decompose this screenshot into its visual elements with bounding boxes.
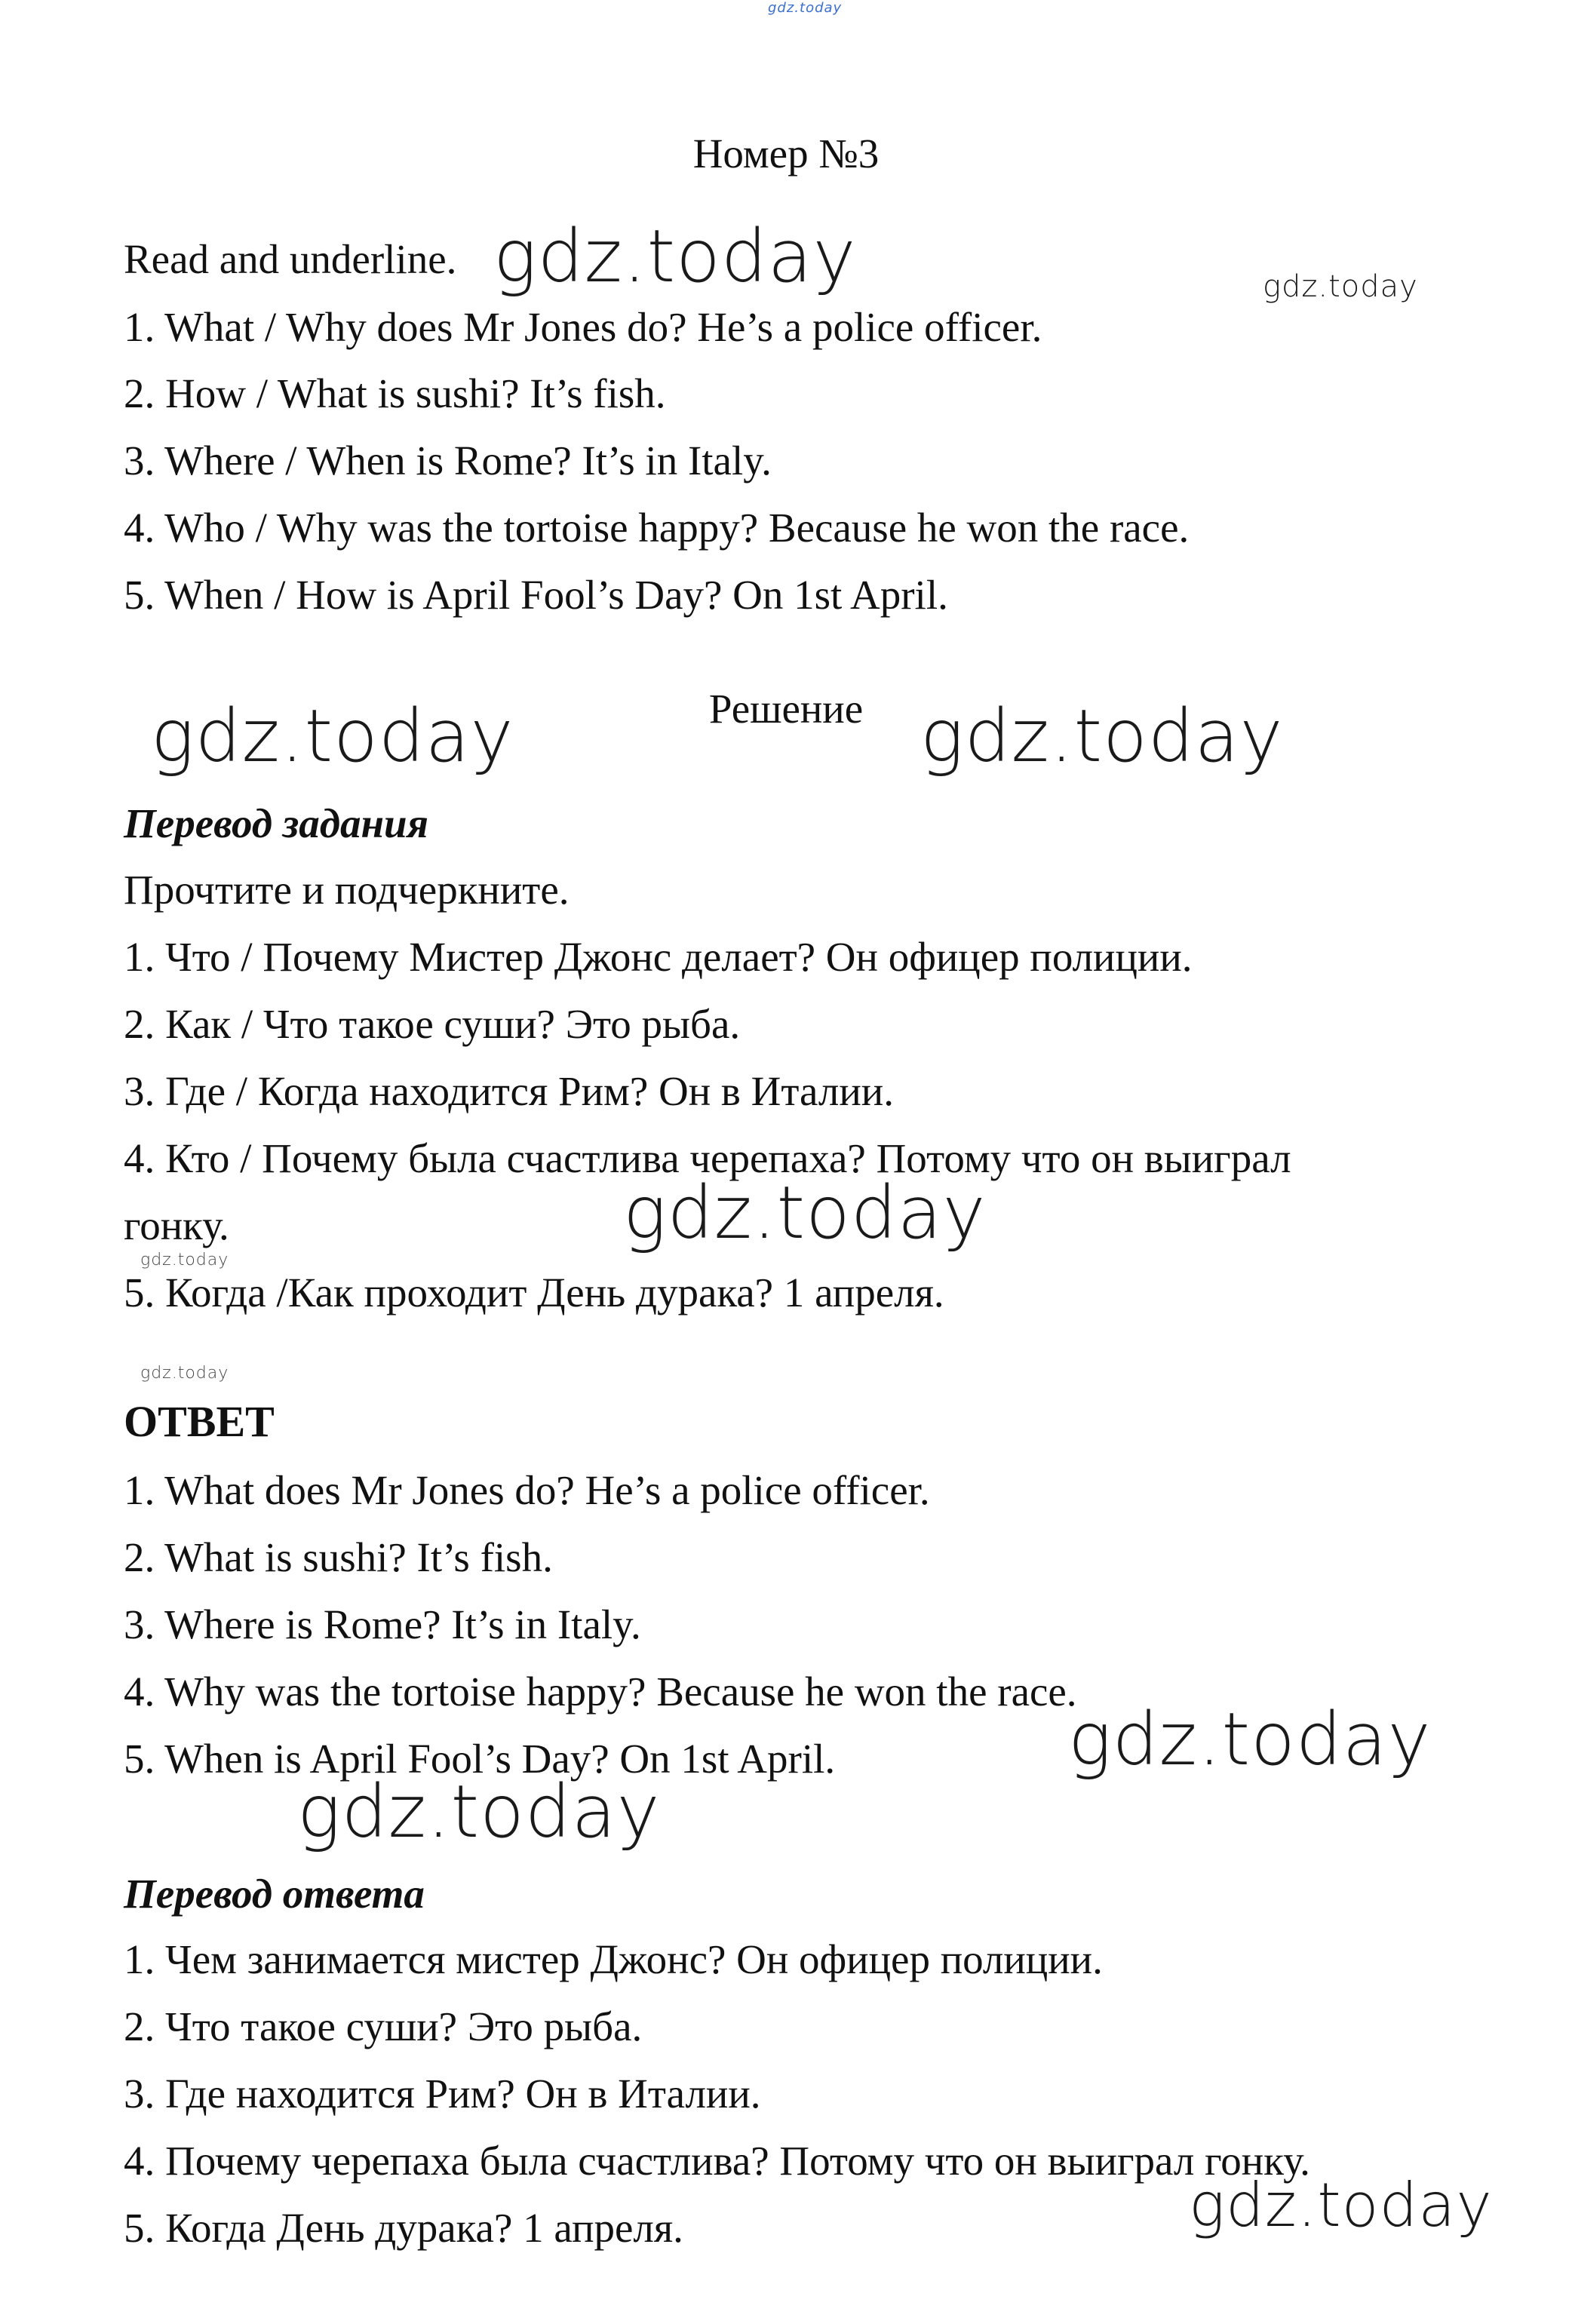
answer-translation-item-3: 3. Где находится Рим? Он в Италии.	[124, 2071, 761, 2117]
task-translation-instruction: Прочтите и подчеркните.	[124, 867, 570, 913]
answer-item-4: 4. Why was the tortoise happy? Because he won the race.	[124, 1669, 1077, 1715]
solution-label: Решение	[708, 686, 864, 732]
task-item-1: 1. What / Why does Mr Jones do? He’s a police officer.	[124, 304, 1042, 350]
watermark: gdz.today	[1263, 269, 1418, 304]
watermark: gdz.today	[151, 694, 514, 778]
task-translation-item-3: 3. Где / Когда находится Рим? Он в Италии.	[124, 1068, 894, 1114]
watermark: gdz.today	[920, 694, 1284, 778]
task-translation-item-2: 2. Как / Что такое суши? Это рыба.	[124, 1001, 741, 1047]
watermark: gdz.today	[297, 1770, 661, 1854]
answer-item-5: 5. When is April Fool’s Day? On 1st April.	[124, 1736, 836, 1782]
task-item-2: 2. How / What is sushi? It’s fish.	[124, 370, 666, 416]
answer-translation-item-5: 5. Когда День дурака? 1 апреля.	[124, 2205, 683, 2251]
answer-heading: ОТВЕТ	[124, 1397, 275, 1446]
answer-item-2: 2. What is sushi? It’s fish.	[124, 1534, 553, 1580]
answer-translation-item-4: 4. Почему черепаха была счастлива? Потому что он выиграл гонку.	[124, 2138, 1310, 2184]
task-item-5: 5. When / How is April Fool’s Day? On 1st April.	[124, 572, 948, 618]
task-translation-item-1: 1. Что / Почему Мистер Джонс делает? Он офицер полиции.	[124, 934, 1193, 980]
answer-item-3: 3. Where is Rome? It’s in Italy.	[124, 1601, 641, 1647]
task-translation-item-4-cont: гонку.	[124, 1202, 229, 1248]
task-item-3: 3. Where / When is Rome? It’s in Italy.	[124, 437, 772, 484]
watermark: gdz.today	[140, 1364, 229, 1383]
watermark: gdz.today	[623, 1171, 987, 1255]
page-title: Номер №3	[692, 130, 880, 177]
answer-item-1: 1. What does Mr Jones do? He’s a police officer.	[124, 1467, 930, 1513]
answer-translation-item-2: 2. Что такое суши? Это рыба.	[124, 2003, 643, 2049]
task-item-4: 4. Who / Why was the tortoise happy? Because he won the race.	[124, 505, 1190, 551]
watermark: gdz.today	[1068, 1697, 1432, 1782]
answer-translation-heading: Перевод ответа	[124, 1871, 425, 1917]
task-translation-item-4: 4. Кто / Почему была счастлива черепаха? Потому что он выиграл	[124, 1135, 1291, 1181]
top-watermark: gdz.today	[768, 0, 843, 16]
task-translation-item-5: 5. Когда /Как проходит День дурака? 1 апреля.	[124, 1269, 944, 1316]
task-translation-heading: Перевод задания	[124, 800, 428, 846]
task-instruction: Read and underline.	[124, 236, 457, 282]
watermark: gdz.today	[140, 1251, 229, 1269]
watermark: gdz.today	[1189, 2170, 1493, 2240]
watermark: gdz.today	[493, 214, 857, 299]
answer-translation-item-1: 1. Чем занимается мистер Джонс? Он офицер полиции.	[124, 1936, 1103, 1982]
